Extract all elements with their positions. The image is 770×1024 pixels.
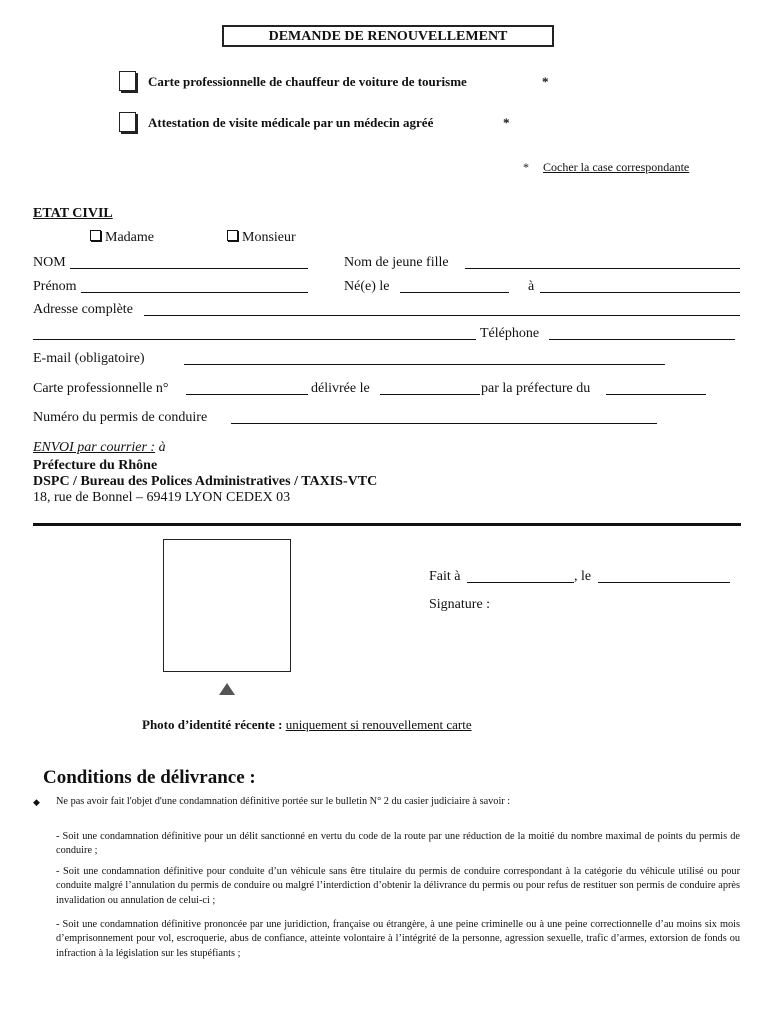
ne-le-label: Né(e) le xyxy=(344,279,390,294)
nom-field[interactable] xyxy=(70,256,308,269)
envoi-a: à xyxy=(155,440,166,455)
telephone-field[interactable] xyxy=(549,327,735,340)
madame-label: Madame xyxy=(105,230,154,245)
form-title: DEMANDE DE RENOUVELLEMENT xyxy=(222,25,554,47)
monsieur-checkbox[interactable] xyxy=(227,230,238,241)
nom-jeune-fille-field[interactable] xyxy=(465,256,740,269)
photo-caption xyxy=(142,717,472,733)
numero-permis-field[interactable] xyxy=(231,411,657,424)
envoi-label xyxy=(33,440,166,456)
etat-civil-heading: ETAT CIVIL xyxy=(33,206,113,221)
carte-pro-field[interactable] xyxy=(186,382,308,395)
email-label: E-mail (obligatoire) xyxy=(33,351,145,366)
adresse-field-2[interactable] xyxy=(33,327,476,340)
numero-permis-label: Numéro du permis de conduire xyxy=(33,410,208,425)
fait-a-label: Fait à xyxy=(429,569,461,584)
photo-box xyxy=(163,539,291,672)
photo-caption-note: uniquement si renouvellement carte xyxy=(285,717,472,732)
photo-caption-label: Photo d’identité récente : xyxy=(142,717,283,732)
lieu-a-label: à xyxy=(528,279,535,294)
madame-option[interactable] xyxy=(90,230,154,246)
section-divider xyxy=(33,523,741,526)
adresse-label: Adresse complète xyxy=(33,302,133,317)
note-asterisk: * xyxy=(523,160,529,174)
option-visite-label: Attestation de visite médicale par un médecin agréé xyxy=(148,115,434,130)
monsieur-label: Monsieur xyxy=(242,230,296,245)
condition-item-1: - Soit une condamnation définitive pour un délit sanctionné en vertu du code de la route par une réduction de la moitié du nombre maximal de points du permis de conduire ; xyxy=(56,831,740,857)
envoi-service: DSPC / Bureau des Polices Administratives / TAXIS-VTC xyxy=(33,474,378,489)
madame-checkbox[interactable] xyxy=(90,230,101,241)
envoi-courrier: ENVOI par courrier : xyxy=(33,440,156,455)
date-signature-field[interactable] xyxy=(598,570,730,583)
signature-label: Signature : xyxy=(429,597,491,612)
option-visite-asterisk: * xyxy=(503,115,510,130)
condition-item-3: - Soit une condamnation définitive prononcée par une juridiction, française ou étrangère, à une peine criminelle ou à une peine correctionnelle d’au moins six mois d’emprisonnement pour vol, escroquerie, abus de confiance, atteinte volontaire à l’intégrité de la personne, agression sexuelle, trafic d’armes, extorsion de fonds ou infraction à la législation sur les stupéfiants ; xyxy=(56,919,740,959)
carte-pro-label: Carte professionnelle n° xyxy=(33,381,169,396)
checkbox-visite-medicale[interactable] xyxy=(119,112,136,132)
envoi-adresse: 18, rue de Bonnel – 69419 LYON CEDEX 03 xyxy=(33,490,291,505)
checkbox-carte-professionnelle[interactable] xyxy=(119,71,136,91)
condition-item-2: - Soit une condamnation définitive pour conduite d’un véhicule sans être titulaire du permis de conduire correspondant à la catégorie du véhicule utilisé ou pour conduite malgré l’annulation du permis de conduire ou malgré l’interdiction d’obtenir la délivrance du permis ou pour refus de restituer son permis de conduire après invalidation ou annulation de celui-ci ; xyxy=(56,866,740,906)
diamond-bullet-icon: ◆ xyxy=(33,797,40,807)
option-carte-asterisk: * xyxy=(542,74,549,89)
lieu-naissance-field[interactable] xyxy=(540,280,740,293)
conditions-title: Conditions de délivrance : xyxy=(43,767,256,788)
delivree-le-label: délivrée le xyxy=(311,381,370,396)
triangle-up-icon xyxy=(219,683,235,695)
prenom-label: Prénom xyxy=(33,279,77,294)
telephone-label: Téléphone xyxy=(480,326,540,341)
le-label: , le xyxy=(574,569,592,584)
note-cocher: Cocher la case correspondante xyxy=(543,160,690,174)
prenom-field[interactable] xyxy=(81,280,308,293)
fait-a-field[interactable] xyxy=(467,570,574,583)
delivree-le-field[interactable] xyxy=(380,382,480,395)
adresse-field[interactable] xyxy=(144,303,740,316)
nom-jeune-fille-label: Nom de jeune fille xyxy=(344,255,449,270)
option-carte-label: Carte professionnelle de chauffeur de voiture de tourisme xyxy=(148,74,467,89)
monsieur-option[interactable] xyxy=(227,230,296,246)
email-field[interactable] xyxy=(184,352,665,365)
date-naissance-field[interactable] xyxy=(400,280,509,293)
conditions-intro: Ne pas avoir fait l'objet d'une condamnation définitive portée sur le bulletin N° 2 du casier judiciaire à savoir : xyxy=(56,796,511,807)
nom-label: NOM xyxy=(33,255,66,270)
par-prefecture-label: par la préfecture du xyxy=(481,381,591,396)
prefecture-field[interactable] xyxy=(606,382,706,395)
envoi-prefecture: Préfecture du Rhône xyxy=(33,458,158,473)
